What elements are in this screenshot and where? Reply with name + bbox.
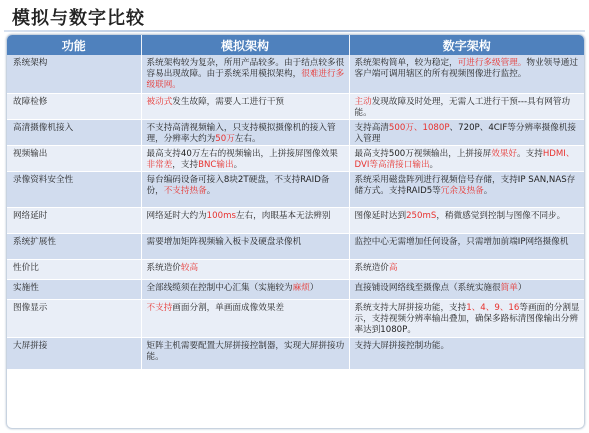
table-row (7, 259, 584, 279)
highlight-text: 100ms (206, 210, 236, 221)
cell-text: 最高支持40万左右的视频输出，上拼接屏图像效果 (146, 148, 338, 159)
digital-cell (349, 259, 584, 279)
digital-cell (349, 145, 584, 171)
feature-cell: 网络延时 (7, 207, 141, 233)
feature-cell: 录像资料安全性 (7, 171, 141, 207)
cell-text: 。 (483, 185, 493, 196)
digital-cell (349, 233, 584, 259)
table-row (7, 279, 584, 299)
highlight-text: 麻烦 (292, 282, 310, 293)
cell-text: 系统造价 (146, 262, 181, 273)
cell-text: 直接铺设网络线至摄像点（系统实施很 (354, 282, 501, 293)
digital-cell (349, 279, 584, 299)
cell-text: 、720P、4CIF等分辨率摄像机接入管理 (354, 122, 577, 144)
cell-text: 。 (429, 159, 439, 170)
cell-text: 监控中心无需增加任何设备，只需增加前端IP网络摄像机 (354, 236, 569, 247)
cell-text: 画面分割，单画面成像效果差 (172, 302, 285, 313)
cell-text: 。 (233, 159, 243, 170)
cell-text: 每台编码设备可接入8块2T硬盘，不支持RAID备份， (146, 174, 330, 196)
table-row (7, 337, 584, 369)
cell-text: 图像延时达到 (354, 210, 407, 221)
digital-cell (349, 299, 584, 337)
feature-cell: 图像显示 (7, 299, 141, 337)
header-feature: 功能 (7, 35, 141, 55)
feature-cell: 系统架构 (7, 55, 141, 93)
cell-text: 左右，肉眼基本无法辨别 (235, 210, 331, 221)
cell-text: 物业领导通过客户端可调用辖区的所有视频图像进行监控。 (354, 58, 578, 79)
analog-cell (141, 119, 349, 145)
highlight-text: 不支持 (146, 302, 173, 313)
digital-cell (349, 119, 584, 145)
highlight-text: 50万 (215, 133, 235, 144)
page-title: 模拟与数字比较 (12, 8, 145, 29)
cell-text: 矩阵主机需要配置大屏拼接控制器，实现大屏拼接功能。 (146, 340, 345, 362)
analog-cell (141, 145, 349, 171)
digital-cell (349, 93, 584, 119)
title-divider (4, 30, 585, 32)
cell-text: ） (309, 282, 319, 293)
analog-cell (141, 233, 349, 259)
analog-cell (141, 171, 349, 207)
comparison-table (7, 35, 584, 370)
table-row (7, 171, 584, 207)
highlight-text: 非常差 (146, 159, 173, 170)
highlight-text: HDMI、DVI等高清接口输出 (354, 148, 575, 170)
cell-text: 左右。 (234, 133, 261, 144)
cell-text: 支持高清 (354, 122, 389, 133)
digital-cell (349, 171, 584, 207)
header-analog: 模拟架构 (141, 35, 349, 55)
highlight-text: 不支持热备 (163, 185, 207, 196)
table-row (7, 145, 584, 171)
cell-text: 网络延时大约为 (146, 210, 207, 221)
cell-text: 系统架构简单，较为稳定， (354, 58, 458, 68)
feature-cell: 系统扩展性 (7, 233, 141, 259)
cell-text: 需要增加矩阵视频输入板卡及硬盘录像机 (146, 236, 302, 247)
cell-text: 。支持 (517, 148, 543, 159)
cell-text: 系统支持大屏拼接功能，支持 (354, 302, 467, 313)
analog-cell (141, 299, 349, 337)
analog-cell (141, 337, 349, 369)
cell-text: ） (517, 282, 527, 293)
highlight-text: 500万、1080P (388, 122, 450, 133)
table-row (7, 55, 584, 93)
digital-cell (349, 207, 584, 233)
cell-text: 。 (206, 185, 216, 196)
digital-cell (349, 337, 584, 369)
cell-text: 等画面的分割显示，支持视频分辨率输出叠加，确保多路标清图像输出分辨率达到1080P。 (354, 302, 580, 335)
highlight-text: 可进行多级管理。 (457, 58, 527, 68)
highlight-text: 高 (388, 262, 398, 273)
header-digital: 数字架构 (349, 35, 584, 55)
feature-cell: 大屏拼接 (7, 337, 141, 369)
analog-cell (141, 279, 349, 299)
highlight-text: 效果好 (491, 148, 518, 159)
cell-text: 不支持高清视频输入，只支持模拟摄像机的接入管理，分辨率大约为 (146, 122, 336, 144)
table-row (7, 119, 584, 145)
feature-cell: 视频输出 (7, 145, 141, 171)
highlight-text: 被动式 (146, 96, 173, 107)
cell-text: 最高支持500万视频输出，上拼接屏 (354, 148, 492, 159)
cell-text: 系统造价 (354, 262, 389, 273)
cell-text: 系统架构较为复杂，所用产品较多。由于结点较多很容易出现故障。由于系统采用模拟架构， (146, 58, 345, 79)
cell-text: 发现故障及时处理，无需人工进行干预---具有网管功能。 (354, 96, 571, 118)
highlight-text: 很难进行多级联网。 (146, 69, 345, 90)
highlight-text: 较高 (180, 262, 199, 273)
cell-text: 系统采用磁盘阵列进行视频信号存储，支持IP SAN,NAS存储方式。支持RAID5等 (354, 174, 576, 196)
cell-text: ，支持 (172, 159, 199, 170)
analog-cell (141, 259, 349, 279)
cell-text: 支持大屏拼接控制功能。 (354, 340, 450, 351)
feature-cell: 性价比 (7, 259, 141, 279)
table-row (7, 207, 584, 233)
highlight-text: 1、4、9、16 (466, 302, 520, 313)
highlight-text: 250mS (406, 210, 437, 221)
analog-cell (141, 55, 349, 93)
cell-text: ，稍微感觉到控制与图像不同步。 (436, 210, 566, 221)
table-row (7, 299, 584, 337)
table-header-row (7, 35, 584, 55)
feature-cell: 高清摄像机接入 (7, 119, 141, 145)
cell-text: 全部线缆须在控制中心汇集（实施较为 (146, 282, 293, 293)
table-row (7, 93, 584, 119)
comparison-table-frame (6, 34, 585, 429)
highlight-text: BNC输出 (198, 159, 234, 170)
table-row (7, 233, 584, 259)
highlight-text: 主动 (354, 96, 372, 107)
digital-cell (349, 55, 584, 93)
analog-cell (141, 93, 349, 119)
highlight-text: 简单 (500, 282, 518, 293)
feature-cell: 故障检修 (7, 93, 141, 119)
cell-text: 发生故障，需要人工进行干预 (172, 96, 285, 107)
analog-cell (141, 207, 349, 233)
highlight-text: 冗余及热备 (440, 185, 484, 196)
feature-cell: 实施性 (7, 279, 141, 299)
